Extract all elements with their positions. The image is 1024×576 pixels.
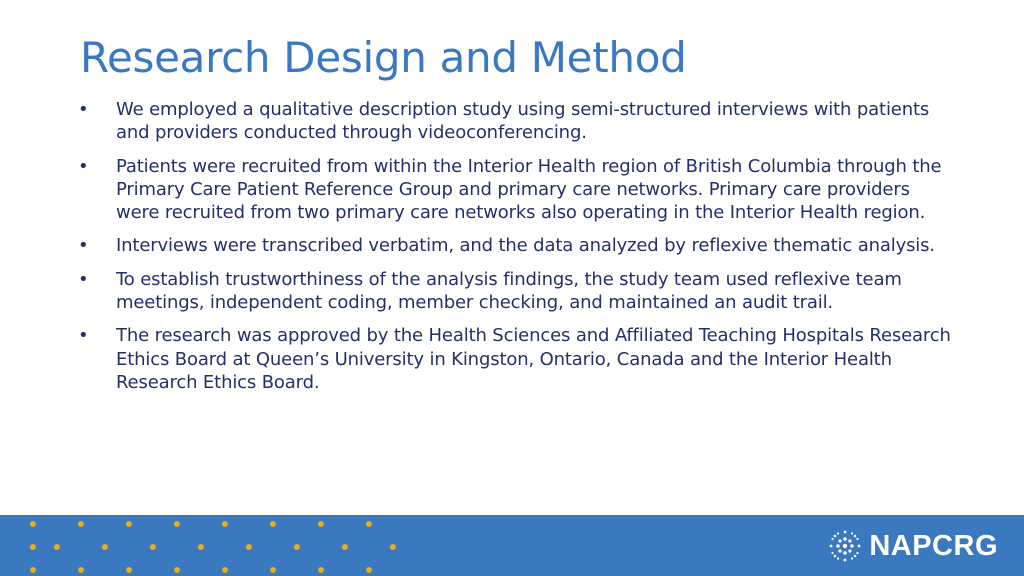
bullet-text: The research was approved by the Health Sciences and Affiliated Teaching Hospitals Research Ethics Board at Queen’s University in Kingston, Ontario, Canada and the Interior Health Research Ethics Board. — [116, 325, 951, 393]
bullet-item — [78, 324, 958, 394]
bullet-marker: • — [78, 235, 89, 257]
decorative-dot — [30, 544, 36, 550]
bullet-text: Patients were recruited from within the Interior Health region of British Columbia through the Primary Care Patient Reference Group and primary care networks. Primary care providers were recruited from two primary care networks also operating in the Interior Health region. — [116, 155, 942, 224]
decorative-dot — [126, 521, 132, 527]
decorative-dot — [270, 521, 276, 527]
decorative-dot — [270, 567, 276, 573]
footer-band — [0, 515, 1024, 576]
decorative-dot — [222, 521, 228, 527]
bullet-text: To establish trustworthiness of the analysis findings, the study team used reflexive team meetings, independent coding, member checking, and maintained an audit trail. — [116, 268, 902, 314]
decorative-dot — [198, 544, 204, 550]
bullet-item — [78, 268, 958, 315]
decorative-dot — [78, 567, 84, 573]
bullet-list — [78, 98, 958, 404]
decorative-dot — [294, 544, 300, 550]
decorative-dot — [318, 521, 324, 527]
bullet-marker: • — [78, 325, 89, 347]
decorative-dot — [222, 567, 228, 573]
decorative-dot — [366, 521, 372, 527]
decorative-dot — [390, 544, 396, 550]
bullet-item — [78, 98, 958, 145]
decorative-dot — [102, 544, 108, 550]
bullet-text: Interviews were transcribed verbatim, and the data analyzed by reflexive thematic analysis. — [116, 235, 935, 257]
bullet-item — [78, 155, 958, 225]
bullet-item — [78, 234, 958, 257]
bullet-marker: • — [78, 268, 89, 290]
bullet-marker: • — [78, 155, 89, 177]
slide-title: Research Design and Method — [80, 33, 687, 82]
decorative-dot — [174, 521, 180, 527]
decorative-dot — [366, 567, 372, 573]
decorative-dot — [318, 567, 324, 573]
decorative-dot — [174, 567, 180, 573]
decorative-dot — [126, 567, 132, 573]
decorative-dot — [342, 544, 348, 550]
decorative-dot — [78, 521, 84, 527]
decorative-dot — [246, 544, 252, 550]
decorative-dot — [150, 544, 156, 550]
decorative-dot — [30, 567, 36, 573]
decorative-dot — [30, 521, 36, 527]
bullet-marker: • — [78, 99, 89, 120]
napcrg-logo — [827, 529, 998, 563]
bullet-text: We employed a qualitative description study using semi-structured interviews with patients and providers conducted through videoconferencing. — [116, 99, 930, 144]
decorative-dot — [54, 544, 60, 550]
logo-text: NAPCRG — [869, 529, 998, 562]
decorative-dot-pattern — [0, 515, 400, 576]
starburst-icon — [827, 528, 863, 564]
